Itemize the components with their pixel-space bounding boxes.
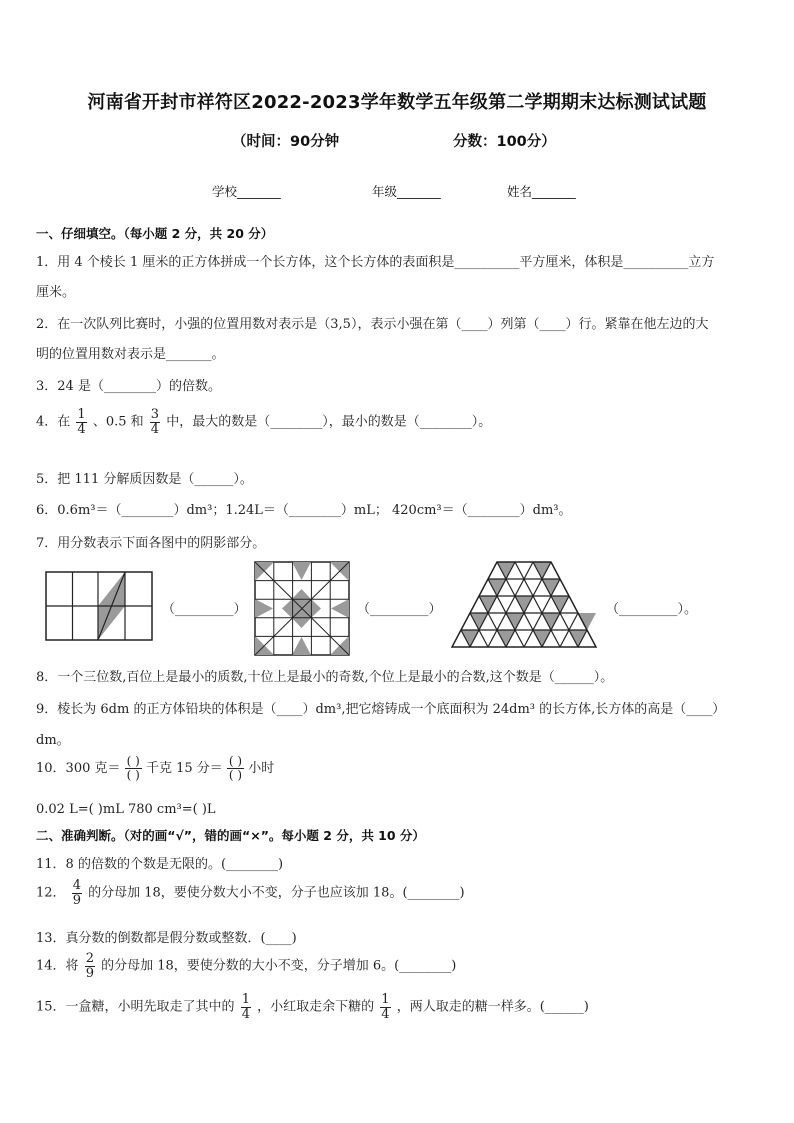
figure3-answer: （_________）。 bbox=[606, 602, 698, 617]
question-15 bbox=[36, 993, 589, 1021]
figure-rectangle-grid bbox=[45, 571, 153, 641]
question-11: 11．8 的倍数的个数是无限的。(________) bbox=[36, 857, 284, 872]
exam-time: （时间：90分钟 bbox=[232, 134, 340, 150]
q4-prefix: 4．在 bbox=[36, 414, 71, 430]
q15-middle: ，小红取走余下糖的 bbox=[257, 999, 375, 1015]
grade-field: 年级_______ bbox=[372, 184, 441, 199]
q10-fraction-blank-1: ( ) ( ) bbox=[126, 754, 140, 783]
question-7: 7．用分数表示下面各图中的阴影部分。 bbox=[36, 536, 266, 551]
q4-suffix: 中，最大的数是（________），最小的数是（________）。 bbox=[166, 414, 492, 430]
section2-heading: 二、准确判断。（对的画“√”，错的画“×”。每小题 2 分，共 10 分） bbox=[36, 828, 425, 843]
question-5: 5．把 111 分解质因数是（______）。 bbox=[36, 472, 253, 487]
q4-middle: 、0.5 和 bbox=[92, 414, 144, 430]
page-title: 河南省开封市祥符区2022-2023学年数学五年级第二学期期末达标测试试题 bbox=[87, 92, 707, 113]
fraction-three-quarters: $\frac{3}{4}$ bbox=[150, 407, 160, 437]
question-12 bbox=[36, 879, 465, 907]
school-field: 学校_______ bbox=[212, 184, 281, 199]
q12-prefix: 12． bbox=[36, 885, 66, 901]
q15-prefix: 15．一盒糖，小明先取走了其中的 bbox=[36, 999, 235, 1015]
question-2-line2: 明的位置用数对表示是_______。 bbox=[36, 347, 225, 362]
q10-prefix: 10．300 克＝ bbox=[36, 761, 121, 777]
fraction-one-quarter: $\frac{1}{4}$ bbox=[77, 407, 86, 437]
question-3: 3．24 是（________）的倍数。 bbox=[36, 379, 221, 394]
q10-fraction-blank-2: ( ) ( ) bbox=[228, 754, 243, 783]
question-13: 13．真分数的倒数都是假分数或整数．(____) bbox=[36, 931, 297, 946]
question-1-line1: 1．用 4 个棱长 1 厘米的正方体拼成一个长方体，这个长方体的表面积是__________平方厘米，体积是__________立方 bbox=[36, 255, 715, 270]
fraction-one-quarter-a: $\frac{1}{4}$ bbox=[241, 992, 250, 1022]
name-field: 姓名_______ bbox=[507, 184, 576, 199]
question-2-line1: 2．在一次队列比赛时，小强的位置用数对表示是（3,5），表示小强在第（____）列第（____）行。紧靠在他左边的大 bbox=[36, 317, 709, 332]
question-9-line2: dm。 bbox=[36, 733, 70, 748]
figure2-answer: （_________） bbox=[357, 602, 442, 617]
figure1-answer: （_________） bbox=[162, 602, 247, 617]
q14-prefix: 14．将 bbox=[36, 958, 79, 974]
figure-triangle-trapezoid bbox=[446, 561, 606, 651]
q14-suffix: 的分母加 18，要使分数的大小不变，分子增加 6。(________) bbox=[101, 958, 457, 974]
question-1-line2: 厘米。 bbox=[36, 285, 76, 300]
fraction-one-quarter-b: $\frac{1}{4}$ bbox=[381, 992, 390, 1022]
question-8: 8．一个三位数,百位上是最小的质数,十位上是最小的奇数,个位上是最小的合数,这个数是（______）。 bbox=[36, 670, 614, 685]
question-6: 6．0.6m³＝（________）dm³；1.24L＝（________）mL； 420cm³＝（________）dm³。 bbox=[36, 503, 572, 518]
q15-suffix: ，两人取走的糖一样多。(______) bbox=[396, 999, 589, 1015]
q10-middle: 千克 15 分＝ bbox=[145, 761, 223, 777]
question-4 bbox=[36, 408, 491, 436]
question-10-line2: 0.02 L=( )mL 780 cm³=( )L bbox=[36, 802, 216, 817]
q12-suffix: 的分母加 18，要使分数大小不变，分子也应该加 18。(________) bbox=[88, 885, 465, 901]
section1-heading: 一、仔细填空。（每小题 2 分，共 20 分） bbox=[36, 226, 274, 241]
exam-score: 分数：100分） bbox=[453, 134, 556, 150]
fraction-four-ninths: $\frac{4}{9}$ bbox=[72, 878, 81, 908]
question-14 bbox=[36, 952, 456, 980]
fraction-two-ninths: $\frac{2}{9}$ bbox=[85, 951, 94, 981]
question-9-line1: 9．棱长为 6dm 的正方体铅块的体积是（____）dm³,把它熔铸成一个底面积为 24dm³ 的长方体,长方体的高是（____） bbox=[36, 702, 726, 717]
figure-square-pattern bbox=[254, 561, 350, 656]
question-10 bbox=[36, 755, 274, 782]
q10-suffix: 小时 bbox=[248, 761, 275, 777]
